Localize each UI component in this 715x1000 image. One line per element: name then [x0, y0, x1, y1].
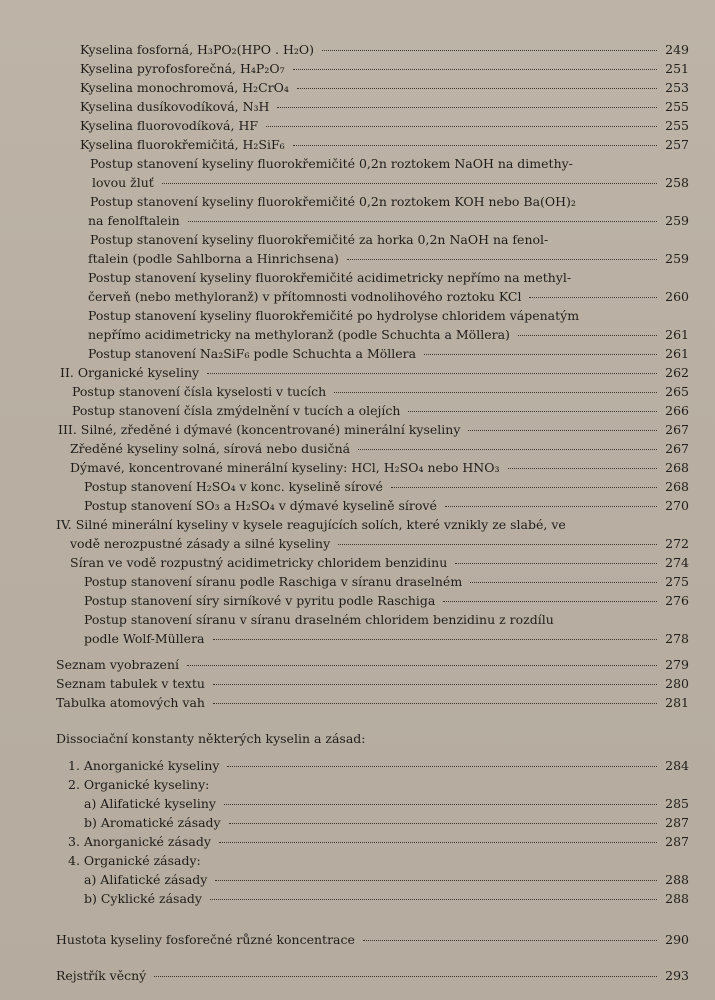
toc-entry-title: Síran ve vodě rozpustný acidimetricky chloridem benzidinu	[70, 555, 448, 570]
dot-leader	[468, 430, 657, 431]
dot-leader	[162, 183, 657, 184]
toc-entry[interactable]	[80, 97, 689, 116]
dot-leader	[297, 88, 657, 89]
toc-entry[interactable]	[56, 515, 689, 553]
dot-leader	[213, 639, 658, 640]
toc-entry-title: Postup stanovení Na₂SiF₆ podle Schuchta a Möllera	[88, 346, 417, 361]
toc-entry-title-continued: nepřímo acidimetricky na methyloranž (podle Schuchta a Möllera)	[88, 327, 510, 342]
toc-page-number: 255	[665, 99, 689, 114]
toc-entry-title: Hustota kyseliny fosforečné různé koncentrace	[56, 932, 355, 947]
toc-page-number: 268	[665, 460, 689, 475]
toc-page-number: 253	[665, 80, 689, 95]
toc-entry-title-continued: lovou žluť	[92, 175, 154, 190]
toc-entry-title-continued: podle Wolf-Müllera	[84, 631, 205, 646]
toc-page-number: 261	[665, 327, 689, 342]
toc-page-number: 288	[665, 891, 689, 906]
toc-entry[interactable]	[84, 813, 689, 832]
toc-entry[interactable]	[84, 572, 689, 591]
toc-entry[interactable]	[84, 496, 689, 515]
toc-entry[interactable]	[70, 439, 689, 458]
toc-page-number: 267	[665, 441, 689, 456]
toc-page-number: 281	[665, 695, 689, 710]
dot-leader	[188, 221, 657, 222]
toc-entry-title: Kyselina fosforná, H₃PO₂(HPO . H₂O)	[80, 42, 315, 57]
toc-page-number: 251	[665, 61, 689, 76]
toc-entry[interactable]	[88, 344, 689, 363]
toc-entry[interactable]	[80, 59, 689, 78]
toc-page-number: 280	[665, 676, 689, 691]
toc-entry-title: Postup stanovení kyseliny fluorokřemičité acidimetricky nepřímo na methyl-	[88, 270, 572, 285]
toc-entry[interactable]	[60, 363, 689, 382]
toc-entry-title: 3. Anorganické zásady	[68, 834, 211, 849]
toc-page-number: 258	[665, 175, 689, 190]
toc-entry-title: 2. Organické kyseliny:	[68, 777, 210, 792]
toc-entry-title: Postup stanovení kyseliny fluorokřemičité za horka 0,2n NaOH na fenol-	[90, 232, 549, 247]
toc-entry-title: 4. Organické zásady:	[68, 853, 201, 868]
toc-page-number: 279	[665, 657, 689, 672]
toc-entry[interactable]	[90, 154, 689, 192]
dot-leader	[207, 373, 657, 374]
toc-entry-title-continued: ftalein (podle Sahlborna a Hinrichsena)	[88, 251, 339, 266]
dot-leader	[470, 582, 657, 583]
toc-entry-title-continued: červeň (nebo methyloranž) v přítomnosti vodnolihového roztoku KCl	[88, 289, 522, 304]
toc-entry[interactable]	[72, 382, 689, 401]
toc-entry[interactable]	[88, 268, 689, 306]
toc-entry[interactable]	[84, 889, 689, 908]
toc-entry-title-continued: na fenolftalein	[88, 213, 180, 228]
dot-leader	[347, 259, 657, 260]
toc-entry-title: Rejstřík věcný	[56, 968, 147, 983]
toc-page-number: 259	[665, 251, 689, 266]
toc-entry[interactable]	[70, 553, 689, 572]
toc-entry[interactable]	[72, 401, 689, 420]
toc-entry[interactable]	[80, 116, 689, 135]
toc-page-number: 278	[665, 631, 689, 646]
toc-page-number: 293	[665, 968, 689, 983]
toc-page-number: 260	[665, 289, 689, 304]
toc-entry[interactable]	[84, 477, 689, 496]
dot-leader	[391, 487, 657, 488]
toc-entry-title: Postup stanovení síranu podle Raschiga v síranu draselném	[84, 574, 463, 589]
toc-entry-title: Postup stanovení kyseliny fluorokřemičité po hydrolyse chloridem vápenatým	[88, 308, 580, 323]
toc-page-number: 284	[665, 758, 689, 773]
toc-page-number: 262	[665, 365, 689, 380]
toc-page-number: 266	[665, 403, 689, 418]
toc-page-number: 270	[665, 498, 689, 513]
dot-leader	[358, 449, 657, 450]
dot-leader	[334, 392, 657, 393]
toc-page-number: 261	[665, 346, 689, 361]
toc-entry-title: Postup stanovení H₂SO₄ v konc. kyselině sírové	[84, 479, 383, 494]
dot-leader	[443, 601, 657, 602]
toc-entry-title: Dýmavé, koncentrované minerální kyseliny: HCl, H₂SO₄ nebo HNO₃	[70, 460, 500, 475]
toc-page-number: 285	[665, 796, 689, 811]
toc-entry-title: II. Organické kyseliny	[60, 365, 200, 380]
toc-entry-title: Postup stanovení kyseliny fluorokřemičité 0,2n roztokem NaOH na dimethy-	[90, 156, 573, 171]
dot-leader	[277, 107, 657, 108]
toc-page-number: 255	[665, 118, 689, 133]
toc-entry[interactable]	[58, 420, 689, 439]
toc-entry[interactable]	[56, 966, 689, 985]
dot-leader	[213, 703, 657, 704]
toc-entry-title: b) Cyklické zásady	[84, 891, 202, 906]
toc-page-number: 257	[665, 137, 689, 152]
toc-entry[interactable]	[84, 870, 689, 889]
toc-page-number: 288	[665, 872, 689, 887]
toc-page-number: 249	[665, 42, 689, 57]
toc-entry-title: Zředěné kyseliny solná, sírová nebo dusičná	[70, 441, 351, 456]
toc-page-number: 259	[665, 213, 689, 228]
toc-entry[interactable]	[90, 230, 689, 268]
toc-entry[interactable]	[90, 192, 689, 230]
toc-entry-title: Kyselina pyrofosforečná, H₄P₂O₇	[80, 61, 285, 76]
dot-leader	[210, 899, 657, 900]
toc-entry[interactable]	[56, 674, 689, 693]
toc-entry-title: Postup stanovení síranu v síranu draselném chloridem benzidinu z rozdílu	[84, 612, 554, 627]
toc-entry[interactable]	[68, 775, 689, 794]
toc-page-number: 287	[665, 834, 689, 849]
dot-leader	[518, 335, 657, 336]
toc-entry[interactable]	[68, 851, 689, 870]
dot-leader	[455, 563, 657, 564]
toc-entry-title: a) Alifatické zásady	[84, 872, 208, 887]
dot-leader	[219, 842, 657, 843]
toc-entry[interactable]	[88, 306, 689, 344]
dot-leader	[187, 665, 657, 666]
toc-page-number: 268	[665, 479, 689, 494]
dot-leader	[363, 940, 657, 941]
toc-entry-title: Postup stanovení SO₃ a H₂SO₄ v dýmavé kyselině sírové	[84, 498, 437, 513]
dot-leader	[229, 823, 657, 824]
toc-page-number: 272	[665, 536, 689, 551]
toc-page-number: 267	[665, 422, 689, 437]
toc-entry[interactable]	[70, 458, 689, 477]
toc-entry-title: 1. Anorganické kyseliny	[68, 758, 220, 773]
toc-entry[interactable]	[80, 78, 689, 97]
dot-leader	[227, 766, 657, 767]
section-heading: Dissociační konstanty některých kyselin a zásad:	[56, 731, 366, 746]
toc-entry[interactable]	[56, 693, 689, 712]
dot-leader	[529, 297, 657, 298]
dot-leader	[408, 411, 657, 412]
dot-leader	[508, 468, 657, 469]
toc-entry-title: Kyselina fluorokřemičitá, H₂SiF₆	[80, 137, 285, 152]
toc-entry-title-continued: vodě nerozpustné zásady a silné kyseliny	[70, 536, 331, 551]
dot-leader	[293, 145, 657, 146]
dot-leader	[224, 804, 657, 805]
toc-page-number: 276	[665, 593, 689, 608]
dot-leader	[215, 880, 657, 881]
toc-entry[interactable]	[84, 794, 689, 813]
toc-entry[interactable]	[68, 756, 689, 775]
toc-entry-title: b) Aromatické zásady	[84, 815, 221, 830]
toc-entry-title: Postup stanovení čísla kyselosti v tucích	[72, 384, 327, 399]
toc-entry[interactable]	[84, 591, 689, 610]
dot-leader	[154, 976, 657, 977]
toc-page-number: 265	[665, 384, 689, 399]
toc-page-number: 290	[665, 932, 689, 947]
toc-entry-title: Kyselina monochromová, H₂CrO₄	[80, 80, 289, 95]
toc-entry[interactable]	[56, 655, 689, 674]
toc-entry-title: Kyselina dusíkovodíková, N₃H	[80, 99, 270, 114]
toc-entry-title: Kyselina fluorovodíková, HF	[80, 118, 259, 133]
dot-leader	[445, 506, 657, 507]
toc-entry-title: IV. Silné minerální kyseliny v kysele reagujících solích, které vznikly ze slabé, ve	[56, 517, 566, 532]
toc-entry[interactable]	[80, 40, 689, 59]
toc-page-number: 274	[665, 555, 689, 570]
dot-leader	[266, 126, 657, 127]
toc-entry[interactable]	[56, 930, 689, 949]
toc-entry[interactable]	[84, 610, 689, 648]
toc-entry-title: Seznam vyobrazení	[56, 657, 179, 672]
toc-entry-title: a) Alifatické kyseliny	[84, 796, 216, 811]
dot-leader	[338, 544, 657, 545]
dot-leader	[213, 684, 657, 685]
toc-entry[interactable]	[68, 832, 689, 851]
dot-leader	[424, 354, 657, 355]
dot-leader	[293, 69, 657, 70]
toc-entry[interactable]	[80, 135, 689, 154]
toc-entry-title: Postup stanovení síry sirníkové v pyritu podle Raschiga	[84, 593, 436, 608]
toc-entry-title: III. Silné, zředěné i dýmavé (koncentrované) minerální kyseliny	[58, 422, 461, 437]
dot-leader	[322, 50, 657, 51]
toc-page-number: 275	[665, 574, 689, 589]
toc-entry-title: Postup stanovení kyseliny fluorokřemičité 0,2n roztokem KOH nebo Ba(OH)₂	[90, 194, 576, 209]
toc-entry-title: Postup stanovení čísla zmýdelnění v tucích a olejích	[72, 403, 401, 418]
toc-page-number: 287	[665, 815, 689, 830]
toc-entry-title: Seznam tabulek v textu	[56, 676, 205, 691]
toc-entry-title: Tabulka atomových vah	[56, 695, 205, 710]
